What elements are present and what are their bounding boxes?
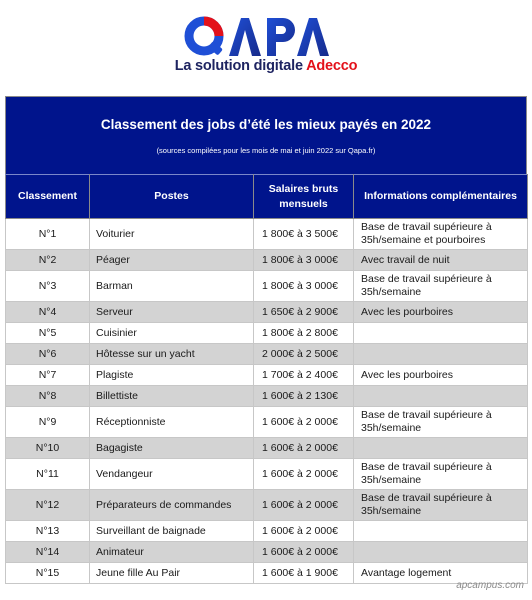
brand-header xyxy=(0,0,532,92)
post-cell: Réceptionniste xyxy=(90,407,254,438)
post-cell: Péager xyxy=(90,250,254,271)
info-cell: Base de travail supérieure à 35h/semaine xyxy=(354,407,528,438)
table-title: Classement des jobs d’été les mieux payés en 2022 xyxy=(100,117,432,132)
table-row xyxy=(6,344,528,365)
header-rank: Classement xyxy=(6,175,90,219)
watermark: apcampus.com xyxy=(456,580,524,591)
table-row xyxy=(6,563,528,584)
salary-cell: 1 700€ à 2 400€ xyxy=(254,365,354,386)
table-row xyxy=(6,250,528,271)
table-row xyxy=(6,365,528,386)
tagline xyxy=(0,58,532,74)
post-cell: Jeune fille Au Pair xyxy=(90,563,254,584)
table-row xyxy=(6,438,528,459)
info-cell xyxy=(354,542,528,563)
table-row xyxy=(6,521,528,542)
table-row xyxy=(6,219,528,250)
salary-table xyxy=(5,174,528,584)
table-header-row xyxy=(6,175,528,219)
salary-cell: 1 600€ à 1 900€ xyxy=(254,563,354,584)
salary-cell: 1 600€ à 2 000€ xyxy=(254,438,354,459)
post-cell: Serveur xyxy=(90,302,254,323)
rank-cell: N°6 xyxy=(6,344,90,365)
table-row xyxy=(6,323,528,344)
rank-cell: N°12 xyxy=(6,490,90,521)
post-cell: Bagagiste xyxy=(90,438,254,459)
post-cell: Préparateurs de commandes xyxy=(90,490,254,521)
info-cell: Avec les pourboires xyxy=(354,365,528,386)
rank-cell: N°2 xyxy=(6,250,90,271)
table-row xyxy=(6,407,528,438)
table-row xyxy=(6,302,528,323)
qapa-logo xyxy=(183,14,353,60)
rank-cell: N°4 xyxy=(6,302,90,323)
header-post: Postes xyxy=(90,175,254,219)
rank-cell: N°5 xyxy=(6,323,90,344)
header-salary: Salaires bruts mensuels xyxy=(254,175,354,219)
salary-cell: 1 600€ à 2 000€ xyxy=(254,542,354,563)
salary-cell: 2 000€ à 2 500€ xyxy=(254,344,354,365)
table-body xyxy=(6,219,528,584)
salary-table-panel xyxy=(5,96,527,584)
salary-cell: 1 800€ à 3 000€ xyxy=(254,250,354,271)
salary-cell: 1 800€ à 3 500€ xyxy=(254,219,354,250)
tagline-brand: Adecco xyxy=(306,58,358,74)
post-cell: Billettiste xyxy=(90,386,254,407)
rank-cell: N°9 xyxy=(6,407,90,438)
table-row xyxy=(6,386,528,407)
salary-cell: 1 600€ à 2 130€ xyxy=(254,386,354,407)
rank-cell: N°13 xyxy=(6,521,90,542)
info-cell xyxy=(354,386,528,407)
salary-cell: 1 600€ à 2 000€ xyxy=(254,459,354,490)
rank-cell: N°14 xyxy=(6,542,90,563)
post-cell: Vendangeur xyxy=(90,459,254,490)
rank-cell: N°11 xyxy=(6,459,90,490)
rank-cell: N°10 xyxy=(6,438,90,459)
table-row xyxy=(6,271,528,302)
salary-cell: 1 800€ à 3 000€ xyxy=(254,271,354,302)
tagline-main: La solution digitale xyxy=(174,58,303,74)
table-subtitle: (sources compilées pour les mois de mai et juin 2022 sur Qapa.fr) xyxy=(156,146,376,155)
salary-cell: 1 600€ à 2 000€ xyxy=(254,407,354,438)
info-cell xyxy=(354,438,528,459)
rank-cell: N°7 xyxy=(6,365,90,386)
post-cell: Animateur xyxy=(90,542,254,563)
table-row xyxy=(6,542,528,563)
info-cell xyxy=(354,521,528,542)
rank-cell: N°1 xyxy=(6,219,90,250)
header-info: Informations complémentaires xyxy=(354,175,528,219)
table-row xyxy=(6,490,528,521)
post-cell: Surveillant de baignade xyxy=(90,521,254,542)
rank-cell: N°8 xyxy=(6,386,90,407)
post-cell: Plagiste xyxy=(90,365,254,386)
table-banner xyxy=(5,96,527,174)
info-cell: Avec les pourboires xyxy=(354,302,528,323)
info-cell xyxy=(354,344,528,365)
info-cell: Base de travail supérieure à 35h/semaine xyxy=(354,490,528,521)
post-cell: Hôtesse sur un yacht xyxy=(90,344,254,365)
info-cell: Avantage logement xyxy=(354,563,528,584)
info-cell: Base de travail supérieure à 35h/semaine xyxy=(354,459,528,490)
salary-cell: 1 600€ à 2 000€ xyxy=(254,521,354,542)
info-cell: Base de travail supérieure à 35h/semaine et pourboires xyxy=(354,219,528,250)
table-row xyxy=(6,459,528,490)
rank-cell: N°3 xyxy=(6,271,90,302)
salary-cell: 1 600€ à 2 000€ xyxy=(254,490,354,521)
info-cell xyxy=(354,323,528,344)
info-cell: Avec travail de nuit xyxy=(354,250,528,271)
post-cell: Cuisinier xyxy=(90,323,254,344)
salary-cell: 1 800€ à 2 800€ xyxy=(254,323,354,344)
info-cell: Base de travail supérieure à 35h/semaine xyxy=(354,271,528,302)
post-cell: Voiturier xyxy=(90,219,254,250)
rank-cell: N°15 xyxy=(6,563,90,584)
salary-cell: 1 650€ à 2 900€ xyxy=(254,302,354,323)
post-cell: Barman xyxy=(90,271,254,302)
